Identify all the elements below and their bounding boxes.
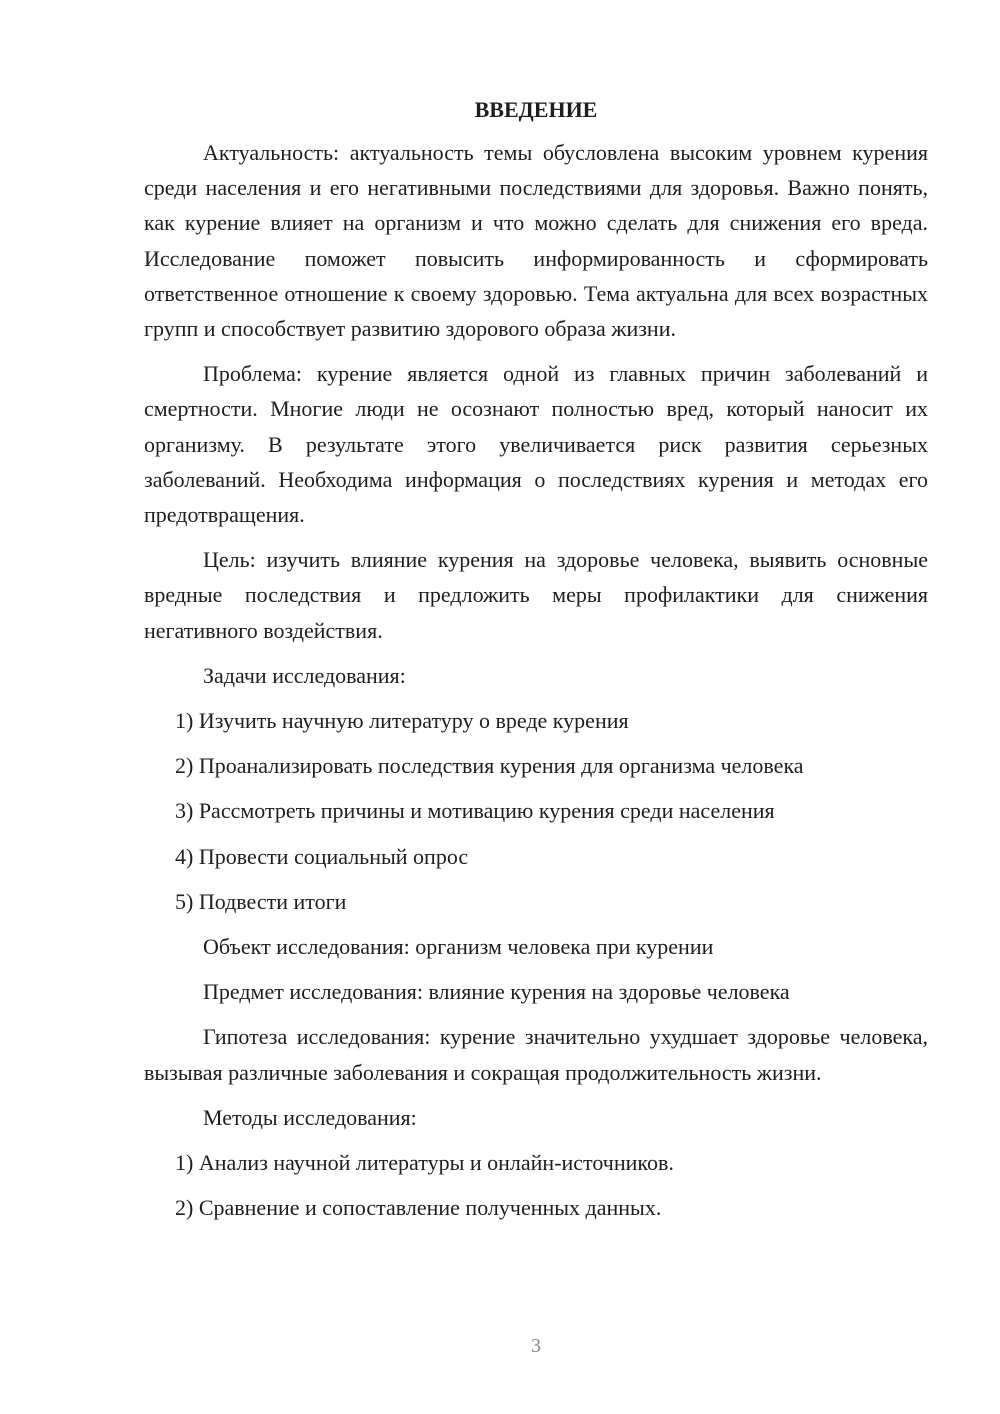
tasks-title: Задачи исследования:	[203, 662, 406, 688]
page-number: 3	[531, 1335, 541, 1357]
task-item: 4) Провести социальный опрос	[175, 843, 469, 869]
method-item: 2) Сравнение и сопоставление полученных данных.	[175, 1195, 662, 1221]
task-item: 2) Проанализировать последствия курения для организма человека	[175, 753, 804, 779]
method-item: 1) Анализ научной литературы и онлайн-источников.	[175, 1150, 674, 1176]
task-item: 5) Подвести итоги	[175, 888, 347, 914]
page-content	[144, 92, 928, 1235]
task-item: 1) Изучить научную литературу о вреде курения	[175, 708, 629, 734]
research-object: Объект исследования: организм человека при курении	[203, 934, 714, 960]
section-heading: ВВЕДЕНИЕ	[474, 97, 598, 122]
hypothesis-paragraph: Гипотеза исследования: курение значительно ухудшает здоровье человека, вызывая различные заболевания и сокращая продолжительность жизни.	[144, 1024, 928, 1085]
research-subject: Предмет исследования: влияние курения на здоровье человека	[203, 979, 790, 1005]
relevance-paragraph: Актуальность: актуальность темы обусловлена высоким уровнем курения среди населения и его негативными последствиями для здоровья. Важно понять, как курение влияет на организм и что можно сделать для снижения его вреда. Исследование поможет повысить информированность и сформировать ответственное отношение к своему здоровью. Тема актуальна для всех возрастных групп и способствует развитию здорового образа жизни.	[144, 140, 928, 342]
goal-paragraph: Цель: изучить влияние курения на здоровье человека, выявить основные вредные последствия и предложить меры профилактики для снижения негативного воздействия.	[144, 547, 928, 643]
problem-paragraph: Проблема: курение является одной из главных причин заболеваний и смертности. Многие люди не осознают полностью вред, который наносит их организму. В результате этого увеличивается риск развития серьезных заболеваний. Необходима информация о последствиях курения и методах его предотвращения.	[144, 361, 928, 528]
task-item: 3) Рассмотреть причины и мотивацию курения среди населения	[175, 798, 775, 824]
methods-title: Методы исследования:	[203, 1104, 417, 1130]
